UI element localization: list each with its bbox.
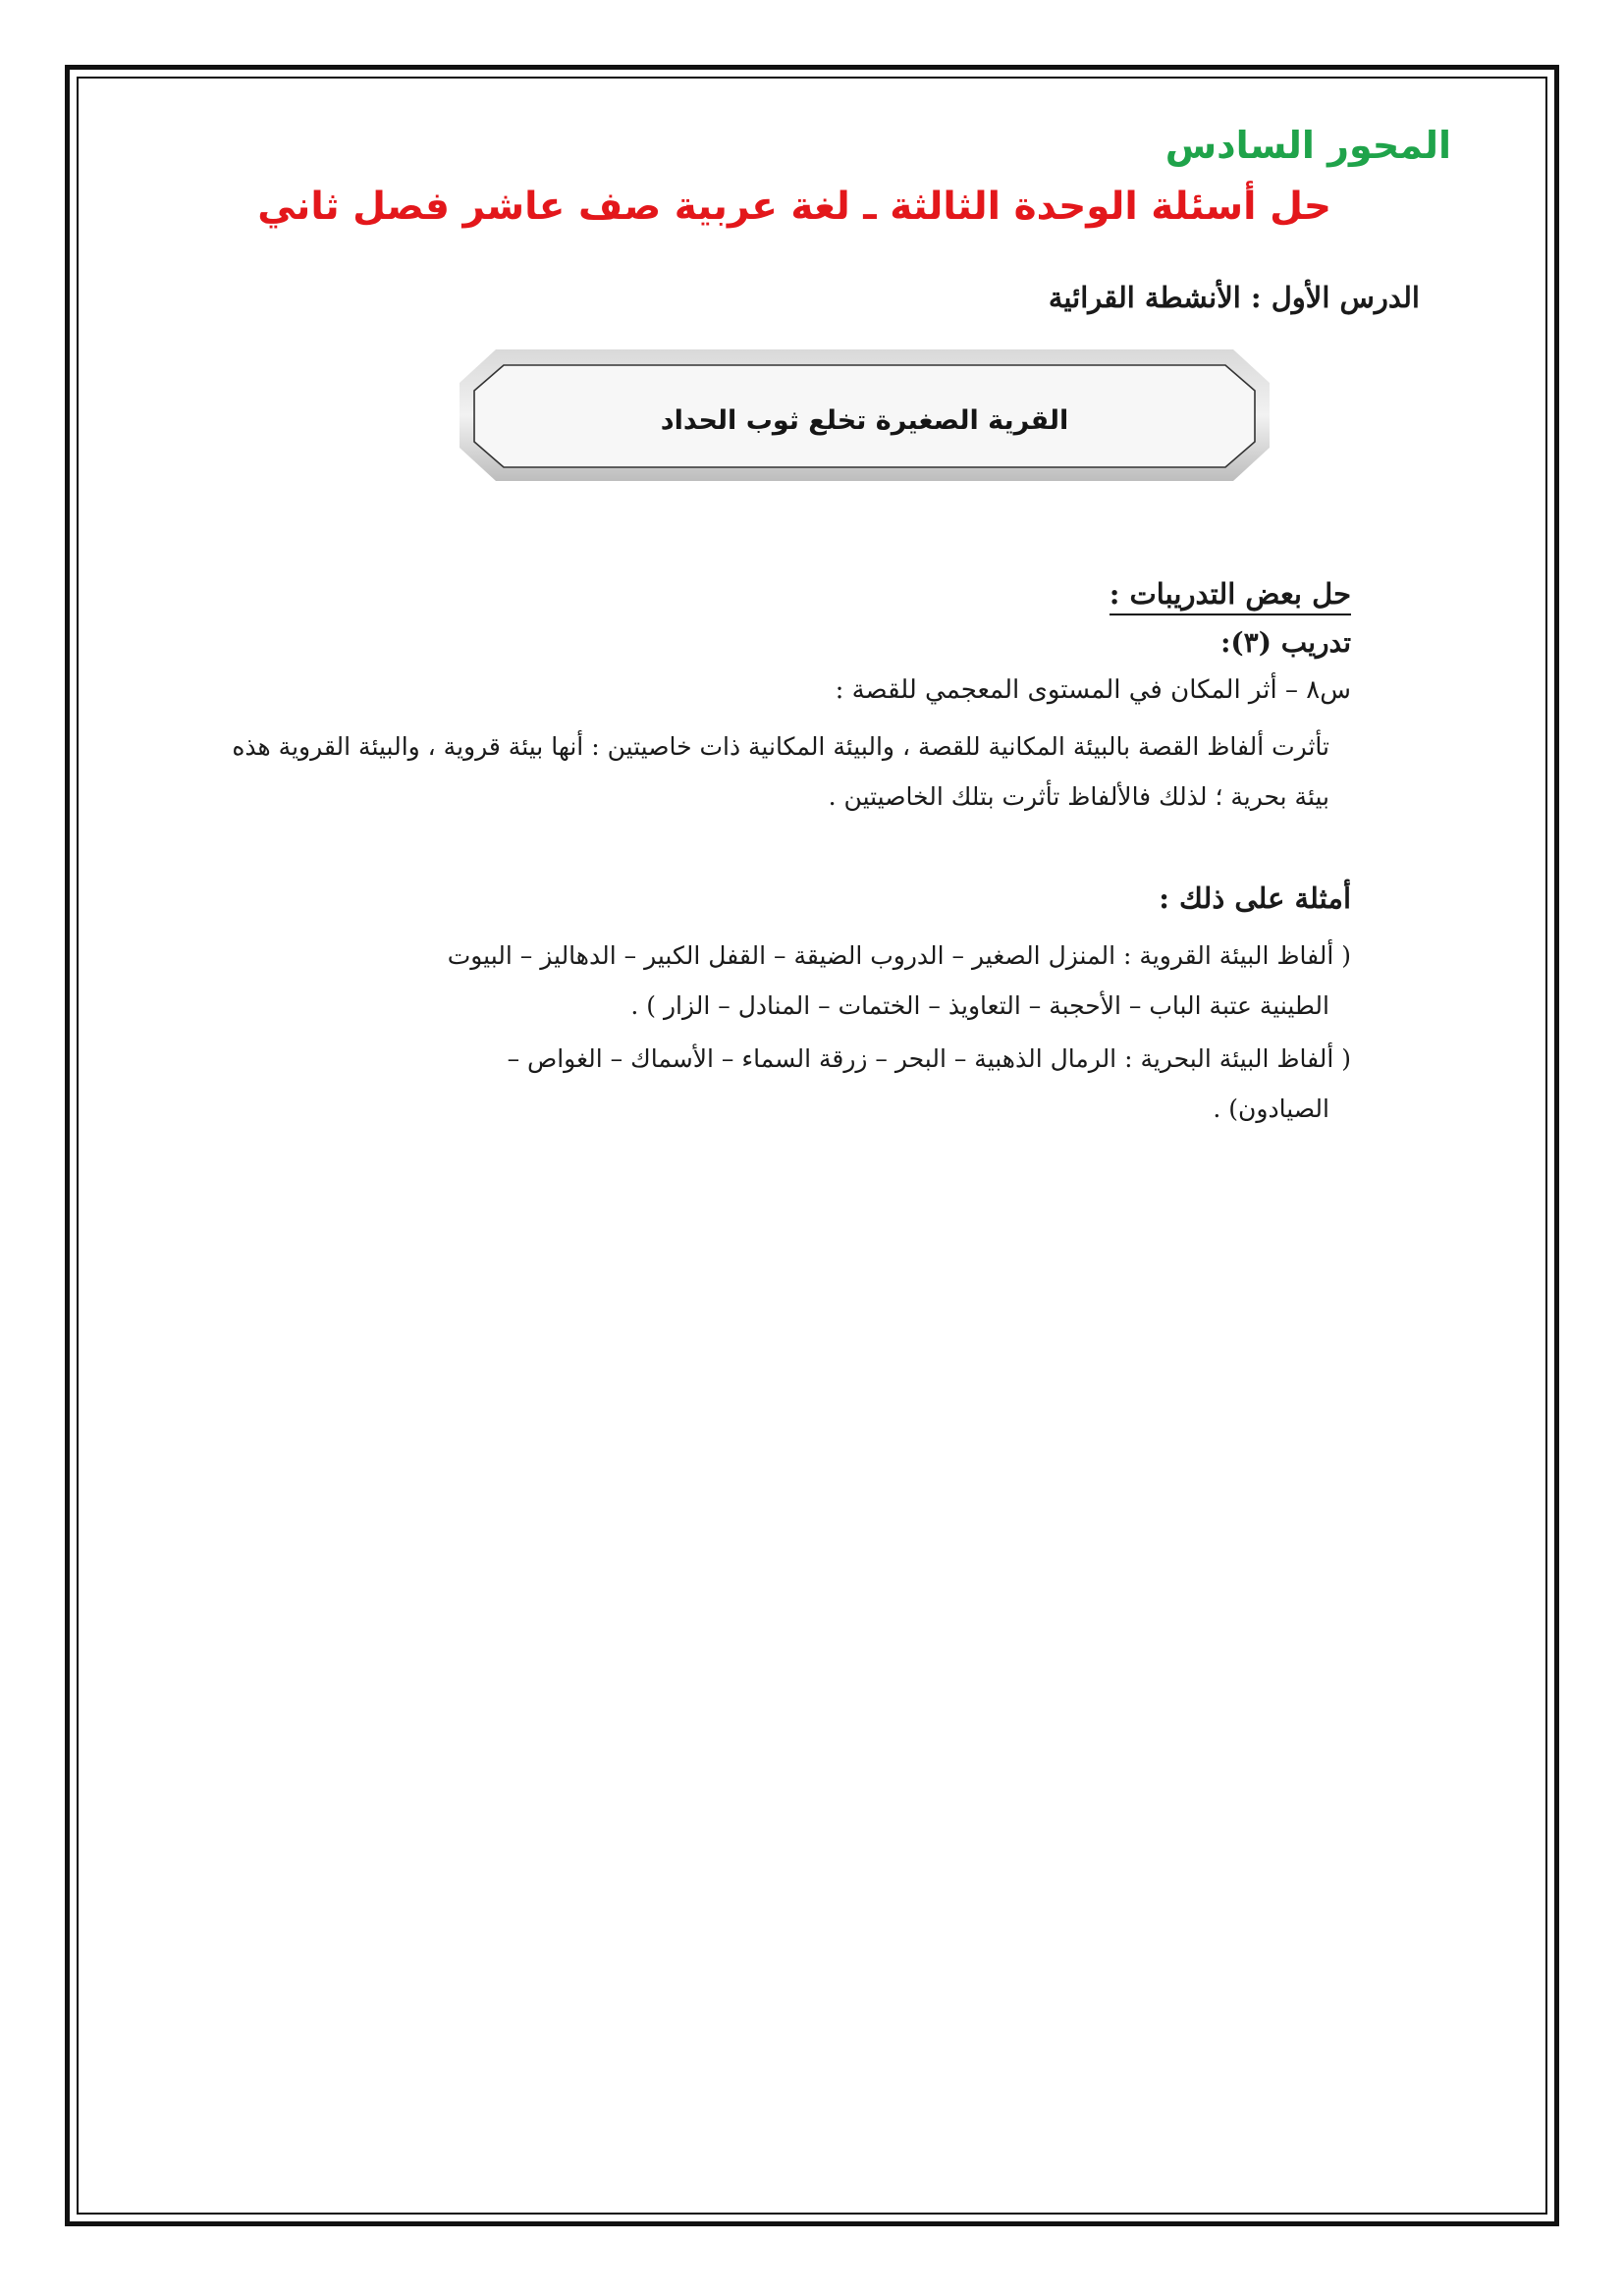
example-line: ( ألفاظ البيئة البحرية : الرمال الذهبية – البحر – زرقة السماء – الأسماك – الغواص –: [507, 1044, 1351, 1073]
example-village-words: [212, 931, 1351, 1031]
examples-heading: أمثلة على ذلك :: [1159, 881, 1351, 915]
example-line: الطينية عتبة الباب – الأحجبة – التعاويذ – الختمات – المنادل – الزار ) .: [630, 991, 1329, 1020]
example-sea-words: [212, 1034, 1351, 1134]
example-line: ( ألفاظ البيئة القروية : المنزل الصغير – الدروب الضيقة – القفل الكبير – الدهاليز – البيوت: [447, 941, 1351, 970]
example-line: الصيادون) .: [1213, 1095, 1329, 1123]
lesson-heading: الدرس الأول : الأنشطة القرائية: [1048, 281, 1420, 314]
unit-title: المحور السادس: [1164, 124, 1451, 167]
document-page: [77, 77, 1547, 2215]
drill-label: تدريب (٣):: [1220, 626, 1351, 659]
lesson-banner: [455, 344, 1274, 486]
answer-paragraph: تأثرت ألفاظ القصة بالبيئة المكانية للقصة ، والبيئة المكانية ذات خاصيتين : أنها بيئة قروية ، والبيئة القروية هذه بيئة بحرية ؛ لذلك فالألفاظ تأثرت بتلك الخاصيتين .: [232, 732, 1329, 811]
question-text: س٨ – أثر المكان في المستوى المعجمي للقصة :: [835, 675, 1351, 705]
exercises-heading: حل بعض التدريبات :: [1110, 577, 1351, 615]
main-title: حل أسئلة الوحدة الثالثة ـ لغة عربية صف عاشر فصل ثاني: [257, 185, 1331, 229]
banner-title: القرية الصغيرة تخلع ثوب الحداد: [660, 405, 1069, 436]
